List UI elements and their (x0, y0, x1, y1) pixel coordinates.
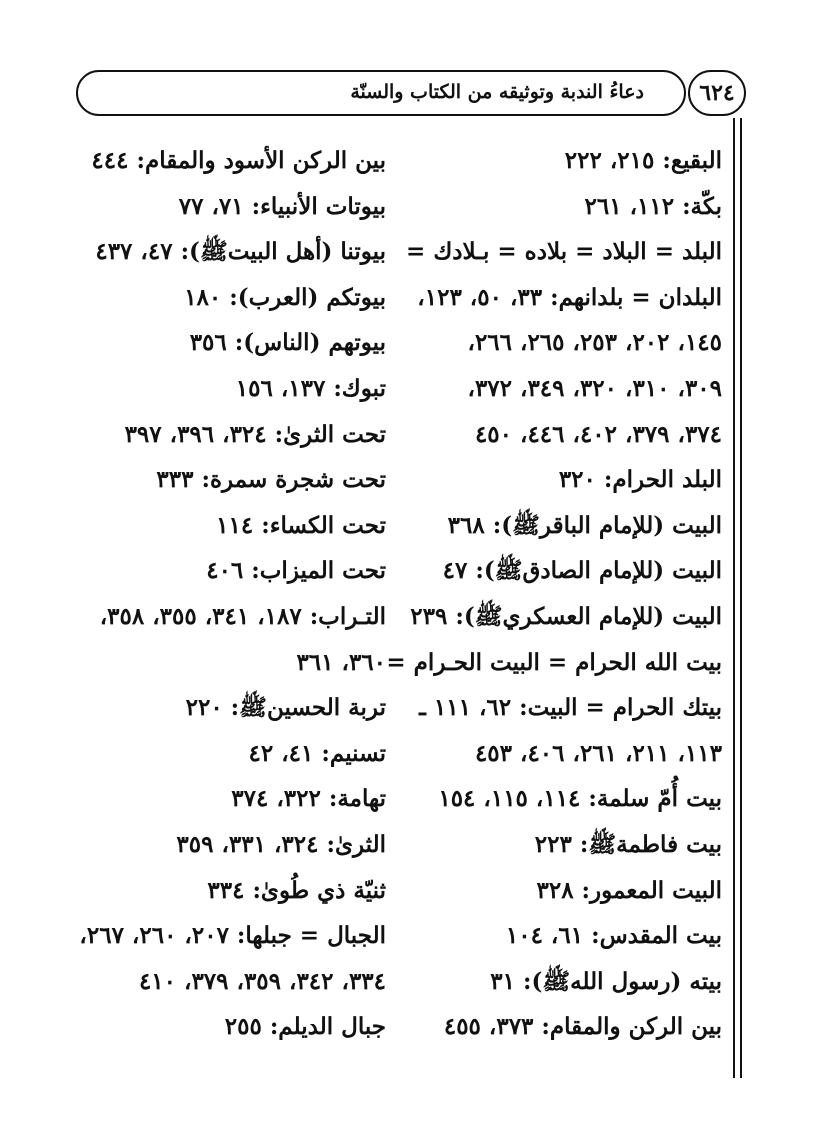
index-entry: بيت فاطمةﷺ: ٢٢٣ (534, 830, 722, 858)
index-entry: ١١٣، ٢١١، ٢٦١، ٤٠٦، ٤٥٣ (474, 739, 722, 767)
index-entry: بيوتكم (العرب): ١٨٠ (184, 283, 386, 311)
index-entry: ١٤٥، ٢٠٢، ٢٥٣، ٢٦٥، ٢٦٦، (467, 329, 722, 357)
index-entry: بين الركن والمقام: ٣٧٣، ٤٥٥ (443, 1013, 722, 1041)
index-entry: تهامة: ٣٢٢، ٣٧٤ (231, 785, 386, 813)
index-entry: بيوتات الأنبياء: ٧١، ٧٧ (178, 192, 386, 220)
index-entry: بين الركن الأسود والمقام: ٤٤٤ (91, 147, 386, 174)
index-entry: البيت (للإمام العسكريﷺ): ٢٣٩ (410, 602, 722, 630)
index-entry: بيت أُمّ سلمة: ١١٤، ١١٥، ١٥٤ (438, 785, 722, 813)
index-entry: بيوتنا (أهل البيتﷺ): ٤٧، ٤٣٧ (95, 238, 386, 266)
index-entry: تربة الحسينﷺ: ٢٢٠ (185, 694, 386, 722)
index-entry: بيتك الحرام = البيت: ٦٢، ١١١ ـ (419, 694, 722, 722)
index-entry: ٣٠٩، ٣١٠، ٣٢٠، ٣٤٩، ٣٧٢، (467, 374, 722, 402)
index-entry: جبال الديلم: ٢٥٥ (224, 1013, 386, 1041)
index-entry: ٣٧٤، ٣٧٩، ٤٠٢، ٤٤٦، ٤٥٠ (474, 420, 722, 448)
index-entry: ثنيّة ذي طُوىٰ: ٣٣٤ (207, 876, 386, 904)
index-entry: ٣٦٠، ٣٦١ (296, 648, 386, 676)
index-entry: ٣٣٤، ٣٤٢، ٣٥٩، ٣٧٩، ٤١٠ (138, 967, 386, 995)
index-column-left (26, 138, 386, 1050)
index-entry: البيت (للإمام الصادقﷺ): ٤٧ (442, 557, 722, 585)
index-entry: بيته (رسول اللهﷺ): ٣١ (490, 967, 722, 995)
margin-rule (740, 118, 742, 1078)
header-title: دعاءُ الندبة وتوثيقه من الكتاب والسنّة (350, 81, 644, 103)
index-column-right (386, 138, 722, 1050)
index-entry: تسنيم: ٤١، ٤٢ (248, 739, 386, 767)
margin-rule (733, 118, 735, 1078)
page-number-frame (688, 70, 746, 116)
index-entry: البلدان = بلدانهم: ٣٣، ٥٠، ١٢٣، (417, 283, 722, 311)
index-entry: بيت الله الحرام = البيت الحـرام = (386, 648, 722, 676)
index-entry: تبوك: ١٣٧، ١٥٦ (235, 374, 386, 402)
index-entry: تحت الكساء: ١١٤ (216, 511, 386, 539)
page-number: ٦٢٤ (699, 80, 735, 106)
index-entry: البيت المعمور: ٣٢٨ (536, 876, 722, 904)
index-entry: البيت (للإمام الباقرﷺ): ٣٦٨ (447, 511, 722, 539)
index-entry: البلد = البلاد = بلاده = بـلادك = (406, 238, 722, 266)
index-entry: بيوتهم (الناس): ٣٥٦ (189, 329, 386, 357)
index-entry: الثرىٰ: ٣٢٤، ٣٣١، ٣٥٩ (176, 830, 386, 858)
index-entry: التـراب: ١٨٧، ٣٤١، ٣٥٥، ٣٥٨، (99, 602, 386, 630)
index-entry: تحت الثرىٰ: ٣٢٤، ٣٩٦، ٣٩٧ (124, 420, 386, 448)
running-header (76, 70, 746, 120)
index-entry: البقيع: ٢١٥، ٢٢٢ (564, 147, 722, 174)
index-entry: بكّة: ١١٢، ٢٦١ (584, 192, 722, 220)
index-entry: بيت المقدس: ٦١، ١٠٤ (505, 922, 722, 950)
index-entry: تحت شجرة سمرة: ٣٣٣ (156, 466, 386, 494)
index-entry: الجبال = جبلها: ٢٠٧، ٢٦٠، ٢٦٧، (79, 922, 386, 950)
header-title-frame (76, 70, 686, 116)
index-entry: تحت الميزاب: ٤٠٦ (206, 557, 386, 585)
index-entry: البلد الحرام: ٣٢٠ (558, 466, 722, 494)
